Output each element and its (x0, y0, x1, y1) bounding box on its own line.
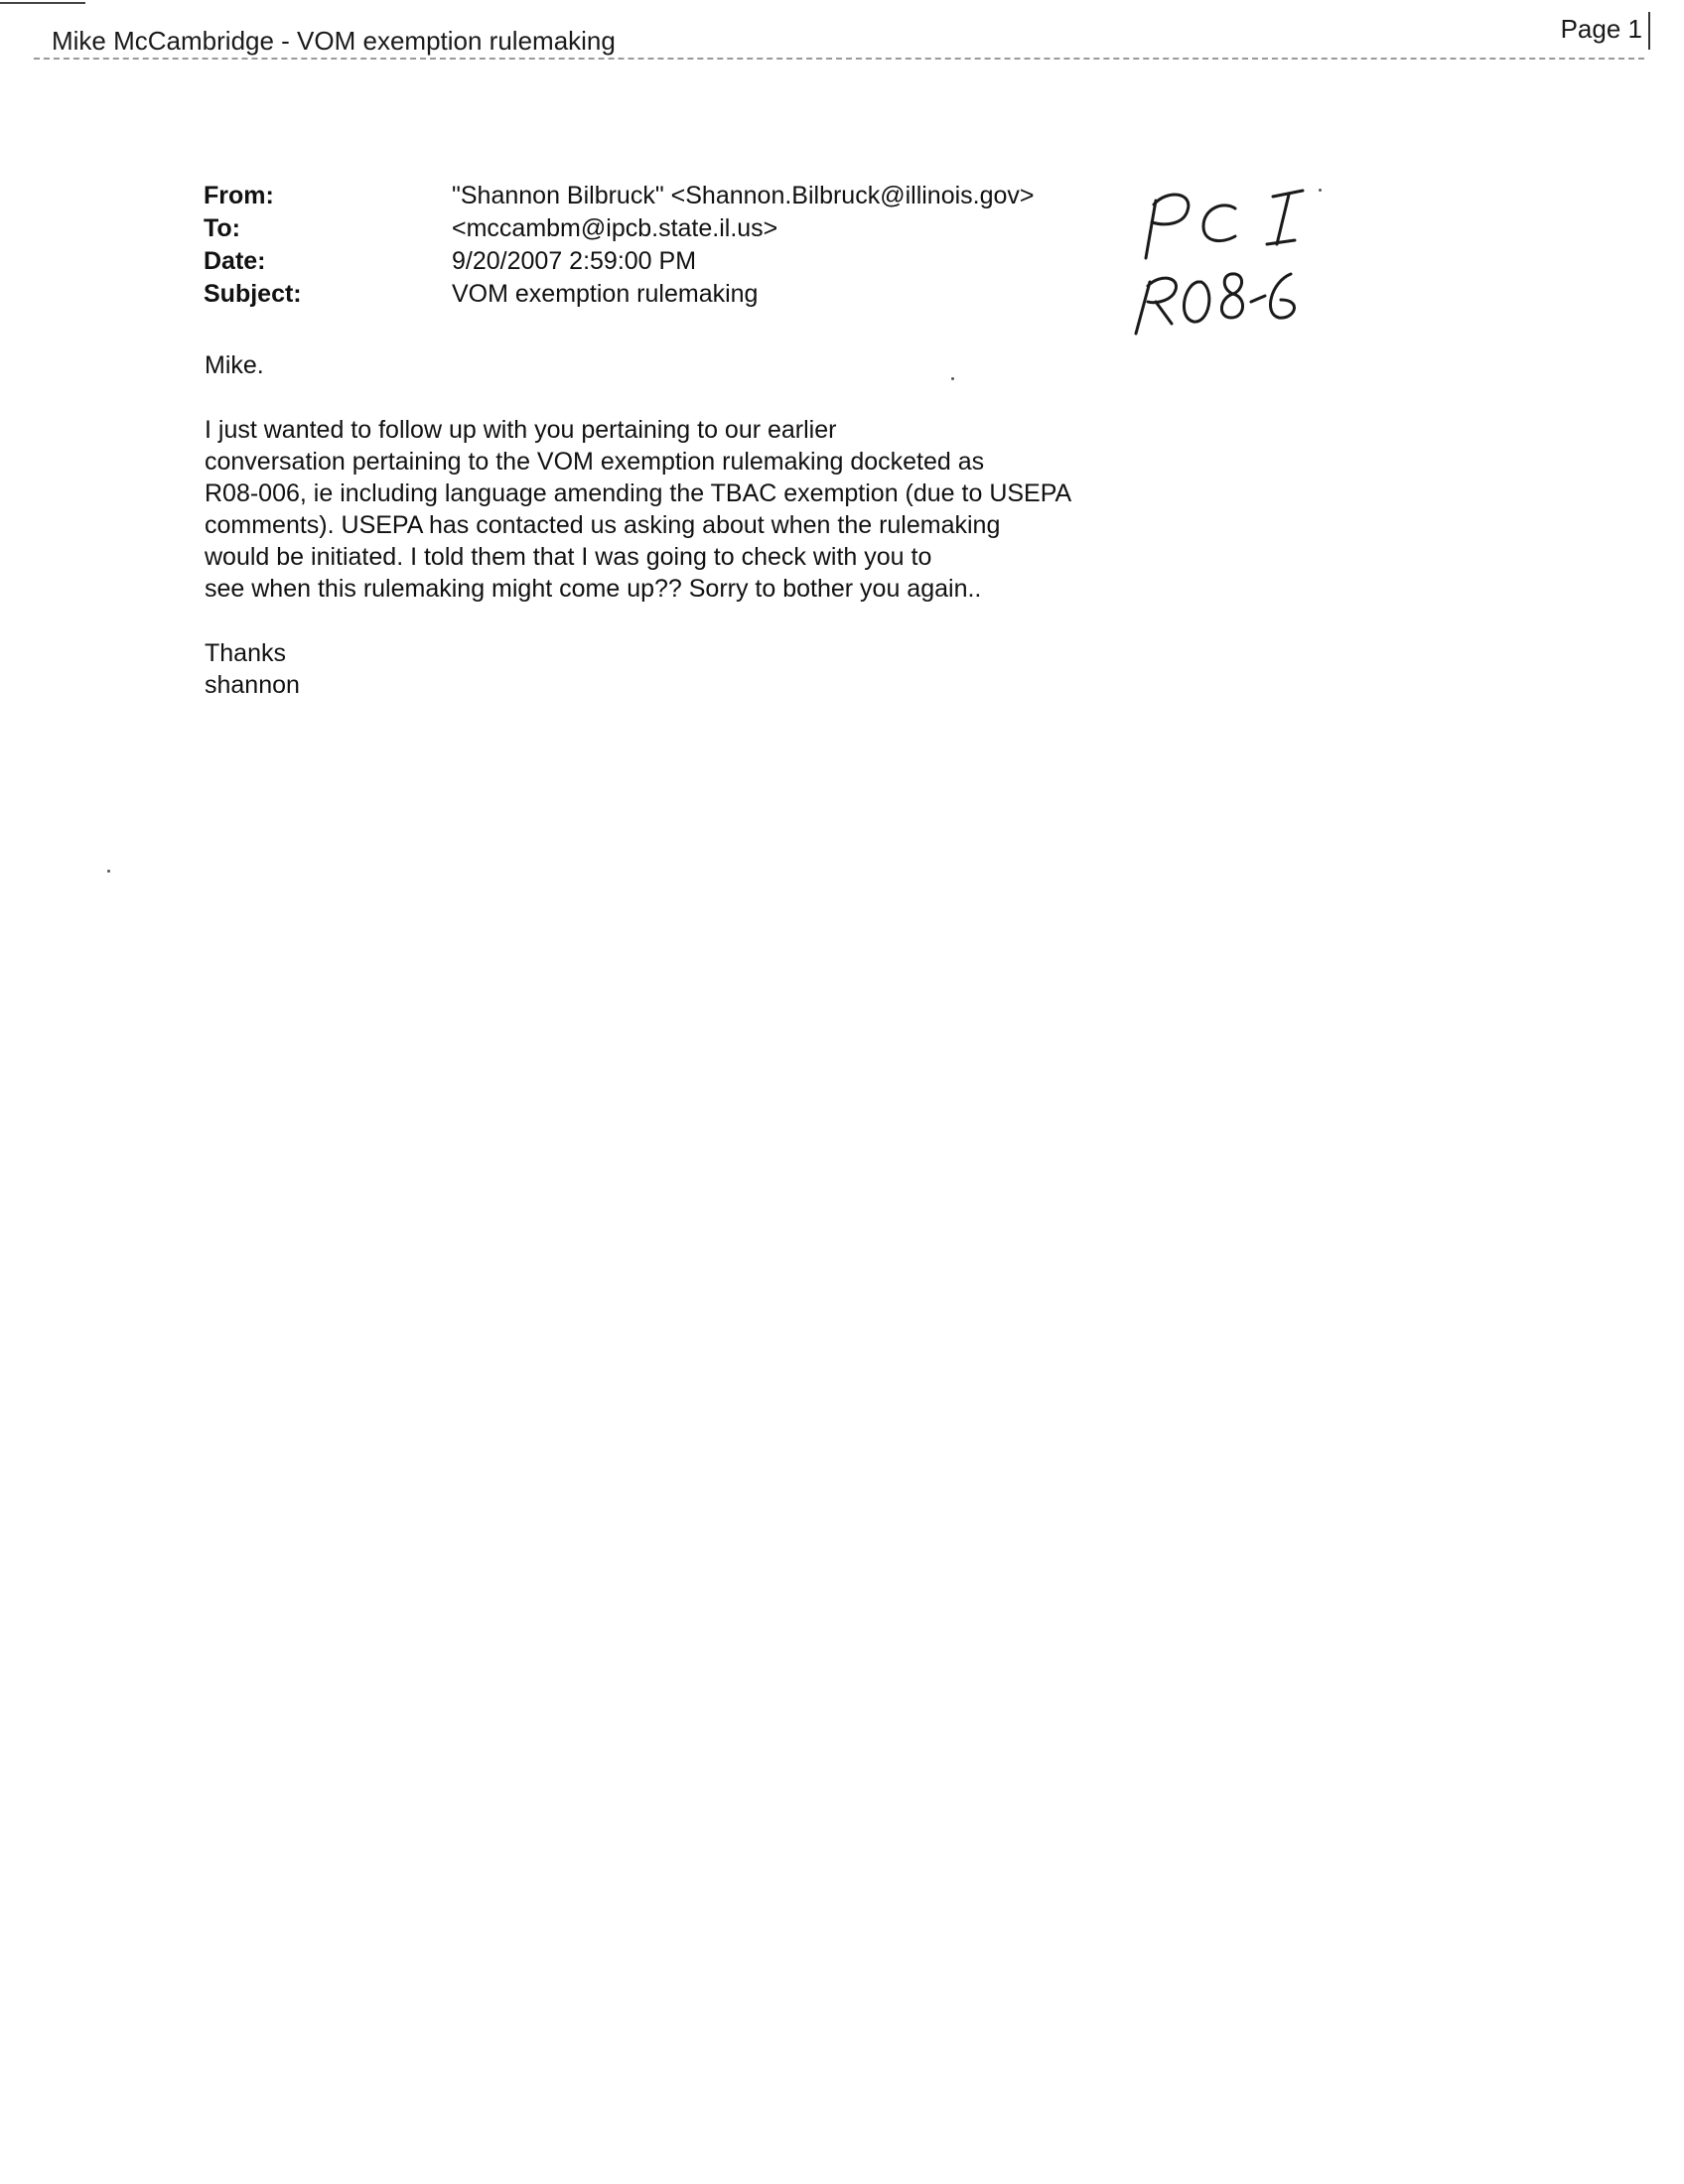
date-row (204, 247, 1035, 280)
scan-speck (1319, 189, 1322, 192)
header-rule (34, 58, 1644, 60)
closing-thanks: Thanks (205, 639, 286, 667)
handwritten-r08-6 (1136, 274, 1294, 334)
from-label: From: (204, 182, 274, 209)
email-salutation: Mike. (205, 351, 264, 379)
from-row (204, 182, 1035, 214)
date-label: Date: (204, 247, 266, 275)
scan-speck (107, 870, 110, 873)
page-number-divider (1648, 12, 1650, 50)
body-line: I just wanted to follow up with you pertaining to our earlier (205, 416, 837, 444)
document-header-title: Mike McCambridge - VOM exemption rulemaking (52, 26, 616, 56)
email-closing (205, 637, 1297, 701)
subject-label: Subject: (204, 280, 302, 308)
subject-row (204, 280, 1035, 313)
subject-value: VOM exemption rulemaking (452, 280, 759, 308)
body-line: would be initiated. I told them that I was going to check with you to (205, 543, 932, 571)
closing-signature: shannon (205, 671, 300, 699)
email-paragraph (205, 414, 1297, 605)
email-header-fields (204, 182, 1035, 313)
page-number-label: Page 1 (1560, 14, 1642, 44)
handwritten-pc1 (1146, 191, 1303, 258)
to-row (204, 214, 1035, 247)
to-value: <mccambm@ipcb.state.il.us> (452, 214, 778, 242)
to-label: To: (204, 214, 241, 242)
date-value: 9/20/2007 2:59:00 PM (452, 247, 697, 275)
handwritten-annotation (1132, 179, 1350, 347)
body-line: R08-006, ie including language amending the TBAC exemption (due to USEPA (205, 479, 1072, 507)
body-line: see when this rulemaking might come up?? Sorry to bother you again.. (205, 575, 982, 603)
body-line: comments). USEPA has contacted us asking about when the rulemaking (205, 511, 1001, 539)
from-value: "Shannon Bilbruck" <Shannon.Bilbruck@illinois.gov> (452, 182, 1035, 209)
email-body (205, 349, 1297, 701)
scan-corner-mark (0, 2, 85, 4)
body-line: conversation pertaining to the VOM exemption rulemaking docketed as (205, 448, 985, 476)
